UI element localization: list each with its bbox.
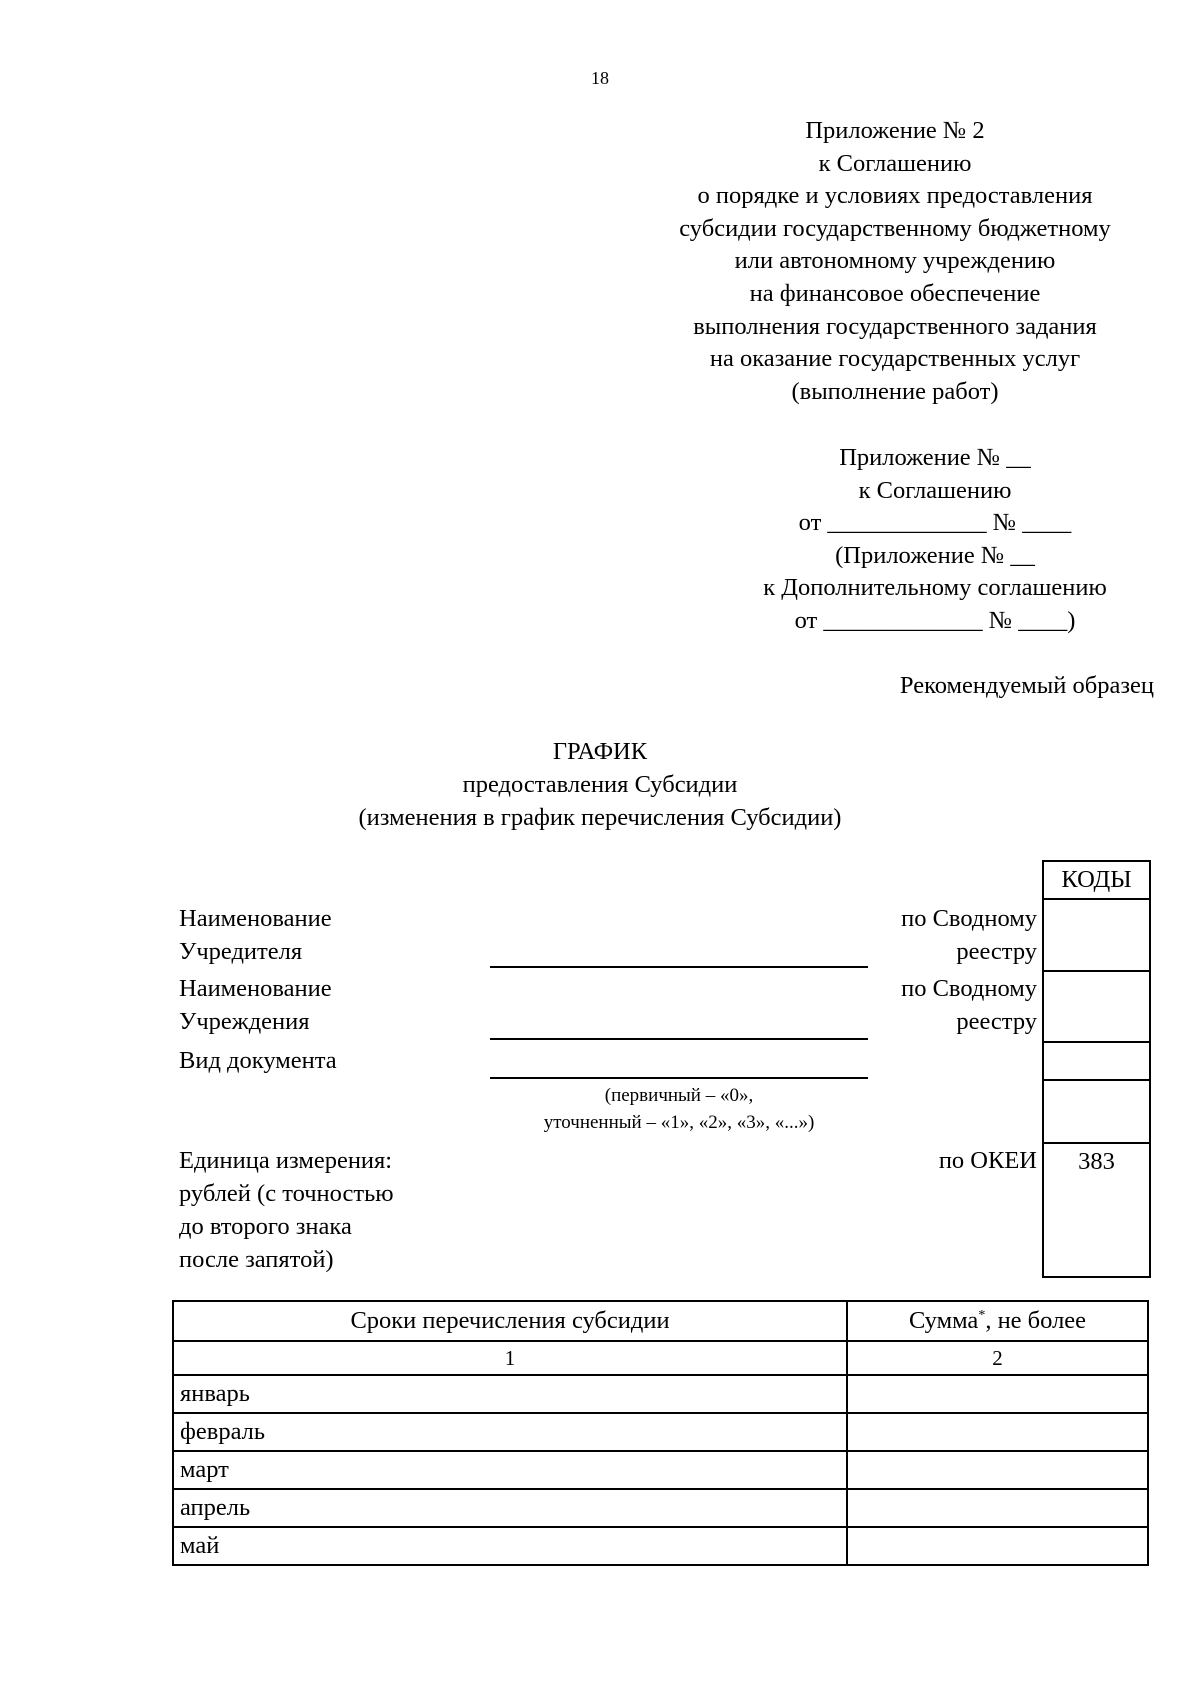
unit-label-line: Единица измерения: — [179, 1147, 393, 1174]
okei-code: 383 — [1078, 1148, 1115, 1175]
annex-line: к Соглашению — [858, 476, 1012, 504]
month-cell: январь — [173, 1375, 847, 1413]
amount-cell[interactable] — [847, 1489, 1148, 1527]
institution-label-line: Наименование — [179, 975, 332, 1002]
table-header-row — [173, 1301, 1148, 1341]
amount-header — [847, 1301, 1148, 1341]
month-cell: март — [173, 1451, 847, 1489]
title-main: ГРАФИК — [552, 738, 648, 765]
annex-line: (выполнение работ) — [791, 377, 999, 405]
founder-registry-code[interactable] — [1044, 900, 1149, 972]
annex-line: от _____________ № ____ — [798, 509, 1072, 537]
institution-registry-code[interactable] — [1044, 972, 1149, 1043]
table-row — [173, 1527, 1148, 1565]
annex-line: к Соглашению — [818, 149, 972, 177]
month-cell: апрель — [173, 1489, 847, 1527]
founder-label-line: Наименование — [179, 905, 332, 932]
founder-registry-label — [860, 902, 1037, 968]
amount-cell[interactable] — [847, 1527, 1148, 1565]
document-title — [0, 735, 1200, 834]
month-cell: май — [173, 1527, 847, 1565]
annex-line: о порядке и условиях предоставления — [697, 182, 1093, 210]
codes-box — [1042, 860, 1151, 1278]
table-row — [173, 1489, 1148, 1527]
page-number: 18 — [591, 68, 609, 88]
annex-line: выполнения государственного задания — [693, 312, 1097, 340]
registry-label-line: реестру — [956, 1008, 1037, 1035]
doc-type-code[interactable] — [1044, 1043, 1149, 1081]
doc-type-label: Вид документа — [179, 1047, 337, 1074]
annex-line: к Дополнительному соглашению — [763, 574, 1107, 602]
founder-label — [179, 902, 332, 968]
annex-line: Приложение № __ — [839, 444, 1031, 471]
founder-label-line: Учредителя — [179, 938, 303, 965]
institution-registry-label — [860, 972, 1037, 1038]
table-row — [173, 1451, 1148, 1489]
institution-label-line: Учреждения — [179, 1008, 310, 1035]
annex-n-header — [700, 442, 1170, 638]
schedule-table — [172, 1300, 1149, 1566]
amount-cell[interactable] — [847, 1413, 1148, 1451]
annex-2-header — [620, 115, 1170, 408]
amount-header-text: Сумма — [908, 1307, 979, 1334]
column-number: 1 — [173, 1341, 847, 1375]
unit-label-line: до второго знака — [179, 1213, 352, 1240]
codes-header: КОДЫ — [1044, 862, 1149, 900]
hint-line: уточненный – «1», «2», «3», «...») — [543, 1112, 815, 1133]
annex-line: или автономному учреждению — [734, 247, 1056, 275]
annex-line: на оказание государственных услуг — [709, 345, 1081, 373]
institution-label — [179, 972, 332, 1038]
title-line: (изменения в график перечисления Субсидии) — [358, 804, 842, 831]
unit-label-line: после запятой) — [179, 1246, 334, 1273]
annex-line: (Приложение № __ — [835, 541, 1035, 569]
registry-label-line: по Сводному — [901, 905, 1037, 932]
registry-label-line: реестру — [956, 938, 1037, 965]
column-number: 2 — [847, 1341, 1148, 1375]
amount-cell[interactable] — [847, 1451, 1148, 1489]
annex-line: от _____________ № ____) — [794, 606, 1076, 634]
annex-line: Приложение № 2 — [805, 117, 985, 144]
unit-label — [179, 1144, 394, 1276]
recommended-sample-label: Рекомендуемый образец — [899, 672, 1154, 699]
founder-name-field[interactable] — [490, 966, 868, 968]
doc-type-hint — [490, 1082, 868, 1136]
amount-header-suffix: , не более — [985, 1307, 1087, 1334]
column-number-row — [173, 1341, 1148, 1375]
unit-label-line: рублей (с точностью — [179, 1180, 394, 1207]
doc-type-field[interactable] — [490, 1077, 868, 1079]
hint-line: (первичный – «0», — [604, 1085, 754, 1106]
doc-type-code-extra[interactable] — [1044, 1081, 1149, 1144]
footnote-mark: * — [978, 1307, 986, 1323]
title-line: предоставления Субсидии — [462, 771, 738, 798]
period-header: Сроки перечисления субсидии — [173, 1301, 847, 1341]
table-row — [173, 1375, 1148, 1413]
annex-line: субсидии государственному бюджетному — [679, 214, 1111, 242]
okei-label: по ОКЕИ — [938, 1147, 1037, 1174]
registry-label-line: по Сводному — [901, 975, 1037, 1002]
annex-line: на финансовое обеспечение — [749, 279, 1041, 307]
institution-name-field[interactable] — [490, 1038, 868, 1040]
month-cell: февраль — [173, 1413, 847, 1451]
table-row — [173, 1413, 1148, 1451]
amount-cell[interactable] — [847, 1375, 1148, 1413]
